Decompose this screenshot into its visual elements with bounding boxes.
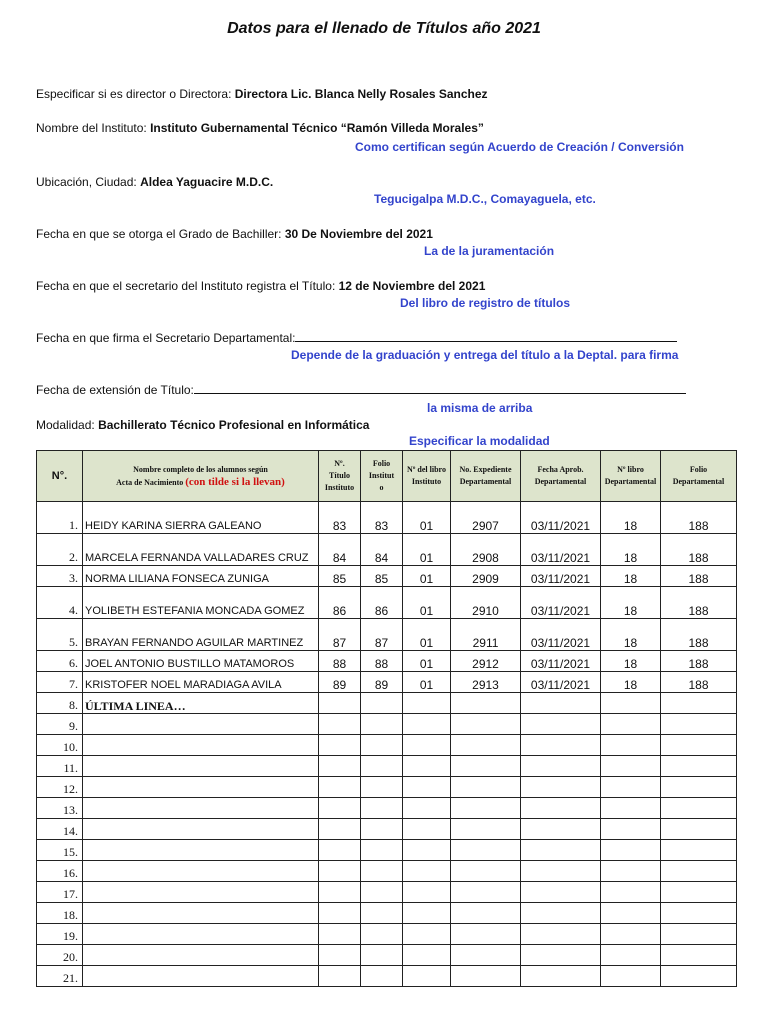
fecha-cell[interactable]: 03/11/2021 xyxy=(521,502,601,534)
folio-cell[interactable] xyxy=(361,840,403,861)
libro-dep-cell[interactable]: 18 xyxy=(601,534,661,566)
expediente-cell[interactable] xyxy=(451,819,521,840)
table-row xyxy=(37,672,737,693)
libro-cell[interactable]: 01 xyxy=(403,651,451,672)
folio-dep-cell[interactable] xyxy=(661,966,737,987)
titulo-cell[interactable]: 87 xyxy=(319,619,361,651)
director-value: Directora Lic. Blanca Nelly Rosales Sanchez xyxy=(234,87,488,101)
table-row xyxy=(37,693,737,714)
expediente-cell[interactable] xyxy=(451,966,521,987)
header-libro-dep-line1: Nº libro xyxy=(617,465,644,474)
libro-cell[interactable]: 01 xyxy=(403,619,451,651)
fecha-cell[interactable] xyxy=(521,903,601,924)
titulo-cell[interactable]: 84 xyxy=(319,534,361,566)
header-nombre-red: (con tilde si la llevan) xyxy=(185,475,285,488)
row-number: 7. xyxy=(37,672,83,693)
modalidad-hint: Especificar la modalidad xyxy=(409,434,550,448)
instituto-value: Instituto Gubernamental Técnico “Ramón Villeda Morales” xyxy=(150,121,484,135)
libro-cell[interactable] xyxy=(403,693,451,714)
header-folio-dep xyxy=(661,451,737,502)
row-number: 9. xyxy=(37,714,83,735)
expediente-cell[interactable] xyxy=(451,798,521,819)
libro-dep-cell[interactable] xyxy=(601,693,661,714)
expediente-cell[interactable] xyxy=(451,693,521,714)
titulo-cell[interactable] xyxy=(319,819,361,840)
fecha-grado-value: 30 De Noviembre del 2021 xyxy=(284,227,433,241)
expediente-cell[interactable]: 2911 xyxy=(451,619,521,651)
expediente-cell[interactable] xyxy=(451,714,521,735)
titulo-cell[interactable] xyxy=(319,945,361,966)
header-expediente-line2: Departamental xyxy=(459,477,512,486)
expediente-cell[interactable] xyxy=(451,777,521,798)
fecha-firma-label: Fecha en que firma el Secretario Departamental: xyxy=(36,331,296,345)
expediente-cell[interactable] xyxy=(451,882,521,903)
folio-cell[interactable] xyxy=(361,966,403,987)
expediente-cell[interactable] xyxy=(451,903,521,924)
titulo-cell[interactable]: 89 xyxy=(319,672,361,693)
folio-dep-cell[interactable] xyxy=(661,945,737,966)
fecha-cell[interactable] xyxy=(521,777,601,798)
fecha-cell[interactable] xyxy=(521,945,601,966)
titulo-cell[interactable] xyxy=(319,777,361,798)
student-name-cell[interactable] xyxy=(83,882,319,903)
fecha-extension-line xyxy=(36,383,686,397)
modalidad-value: Bachillerato Técnico Profesional en Informática xyxy=(98,418,370,432)
student-name-cell[interactable] xyxy=(83,861,319,882)
libro-dep-cell[interactable] xyxy=(601,945,661,966)
row-number: 12. xyxy=(37,777,83,798)
header-libro-dep-line2: Departamental xyxy=(604,477,657,486)
titulo-cell[interactable] xyxy=(319,840,361,861)
instituto-line xyxy=(36,121,484,135)
header-folio-dep-line2: Departamental xyxy=(672,477,725,486)
student-name-cell[interactable]: BRAYAN FERNANDO AGUILAR MARTINEZ xyxy=(83,619,319,651)
folio-dep-cell[interactable]: 188 xyxy=(661,566,737,587)
titulo-cell[interactable]: 88 xyxy=(319,651,361,672)
table-row xyxy=(37,945,737,966)
modalidad-line xyxy=(36,418,369,432)
student-name-cell[interactable] xyxy=(83,966,319,987)
folio-cell[interactable] xyxy=(361,819,403,840)
row-number: 5. xyxy=(37,619,83,651)
fecha-cell[interactable] xyxy=(521,756,601,777)
student-name-cell[interactable] xyxy=(83,756,319,777)
header-libro-dep xyxy=(601,451,661,502)
ubicacion-hint: Tegucigalpa M.D.C., Comayaguela, etc. xyxy=(374,192,596,206)
folio-dep-cell[interactable] xyxy=(661,735,737,756)
titulo-cell[interactable] xyxy=(319,735,361,756)
fecha-registro-line xyxy=(36,279,485,293)
header-expediente xyxy=(451,451,521,502)
table-row xyxy=(37,566,737,587)
row-number: 17. xyxy=(37,882,83,903)
folio-dep-cell[interactable]: 188 xyxy=(661,619,737,651)
table-row xyxy=(37,502,737,534)
header-fecha xyxy=(521,451,601,502)
titulo-cell[interactable] xyxy=(319,693,361,714)
row-number: 6. xyxy=(37,651,83,672)
header-titulo-line1: Nº. xyxy=(334,459,345,468)
table-row xyxy=(37,882,737,903)
folio-cell[interactable]: 85 xyxy=(361,566,403,587)
row-number: 3. xyxy=(37,566,83,587)
folio-cell[interactable]: 83 xyxy=(361,502,403,534)
student-name-cell[interactable] xyxy=(83,735,319,756)
folio-cell[interactable]: 89 xyxy=(361,672,403,693)
header-titulo-line2: Título xyxy=(329,471,350,480)
folio-cell[interactable] xyxy=(361,861,403,882)
fecha-firma-line xyxy=(36,331,677,345)
header-nombre-line2: Acta de Nacimiento xyxy=(116,477,184,487)
student-name-cell[interactable]: NORMA LILIANA FONSECA ZUNIGA xyxy=(83,566,319,587)
fecha-grado-hint: La de la juramentación xyxy=(424,244,555,258)
student-name-cell[interactable] xyxy=(83,945,319,966)
folio-cell[interactable] xyxy=(361,756,403,777)
fecha-cell[interactable]: 03/11/2021 xyxy=(521,534,601,566)
libro-cell[interactable]: 01 xyxy=(403,672,451,693)
row-number: 4. xyxy=(37,587,83,619)
student-name-cell[interactable]: ÚLTIMA LINEA… xyxy=(83,693,319,714)
libro-cell[interactable] xyxy=(403,819,451,840)
fecha-cell[interactable] xyxy=(521,819,601,840)
folio-cell[interactable] xyxy=(361,693,403,714)
titulo-cell[interactable] xyxy=(319,966,361,987)
modalidad-label: Modalidad: xyxy=(36,418,95,432)
titulo-cell[interactable] xyxy=(319,882,361,903)
fecha-registro-label: Fecha en que el secretario del Instituto registra el Título: xyxy=(36,279,336,293)
table-row xyxy=(37,587,737,619)
libro-dep-cell[interactable] xyxy=(601,924,661,945)
header-folio-line3: o xyxy=(379,483,384,492)
titulo-cell[interactable]: 83 xyxy=(319,502,361,534)
table-row xyxy=(37,861,737,882)
folio-cell[interactable] xyxy=(361,735,403,756)
titulo-cell[interactable] xyxy=(319,756,361,777)
folio-cell[interactable] xyxy=(361,798,403,819)
student-name-cell[interactable] xyxy=(83,798,319,819)
expediente-cell[interactable] xyxy=(451,735,521,756)
header-titulo xyxy=(319,451,361,502)
fecha-cell[interactable] xyxy=(521,693,601,714)
libro-dep-cell[interactable]: 18 xyxy=(601,587,661,619)
table-row xyxy=(37,651,737,672)
libro-dep-cell[interactable]: 18 xyxy=(601,672,661,693)
fecha-cell[interactable] xyxy=(521,882,601,903)
libro-cell[interactable]: 01 xyxy=(403,502,451,534)
expediente-cell[interactable]: 2909 xyxy=(451,566,521,587)
header-fecha-line1: Fecha Aprob. xyxy=(537,465,584,474)
student-name-cell[interactable]: JOEL ANTONIO BUSTILLO MATAMOROS xyxy=(83,651,319,672)
table-row xyxy=(37,798,737,819)
header-folio xyxy=(361,451,403,502)
libro-cell[interactable] xyxy=(403,861,451,882)
page-title: Datos para el llenado de Títulos año 2021 xyxy=(227,20,541,37)
libro-cell[interactable] xyxy=(403,714,451,735)
header-fecha-line2: Departamental xyxy=(534,477,587,486)
header-no: N°. xyxy=(37,451,83,502)
libro-cell[interactable] xyxy=(403,735,451,756)
folio-dep-cell[interactable] xyxy=(661,924,737,945)
table-header-row xyxy=(37,451,737,502)
row-number: 14. xyxy=(37,819,83,840)
student-name-cell[interactable]: MARCELA FERNANDA VALLADARES CRUZ xyxy=(83,534,319,566)
instituto-hint: Como certifican según Acuerdo de Creación / Conversión xyxy=(355,140,684,154)
fecha-cell[interactable] xyxy=(521,966,601,987)
folio-dep-cell[interactable] xyxy=(661,798,737,819)
libro-cell[interactable] xyxy=(403,777,451,798)
fecha-grado-label: Fecha en que se otorga el Grado de Bachiller: xyxy=(36,227,282,241)
fecha-cell[interactable]: 03/11/2021 xyxy=(521,566,601,587)
folio-dep-cell[interactable] xyxy=(661,840,737,861)
row-number: 18. xyxy=(37,903,83,924)
folio-cell[interactable]: 87 xyxy=(361,619,403,651)
fecha-registro-hint: Del libro de registro de títulos xyxy=(400,296,571,310)
libro-dep-cell[interactable]: 18 xyxy=(601,502,661,534)
folio-cell[interactable] xyxy=(361,777,403,798)
libro-dep-cell[interactable] xyxy=(601,840,661,861)
folio-cell[interactable] xyxy=(361,903,403,924)
fecha-cell[interactable] xyxy=(521,924,601,945)
expediente-cell[interactable] xyxy=(451,756,521,777)
libro-dep-cell[interactable]: 18 xyxy=(601,651,661,672)
libro-cell[interactable] xyxy=(403,945,451,966)
libro-cell[interactable] xyxy=(403,798,451,819)
ubicacion-line xyxy=(36,175,273,189)
expediente-cell[interactable]: 2910 xyxy=(451,587,521,619)
titulo-cell[interactable]: 85 xyxy=(319,566,361,587)
fecha-extension-hint: la misma de arriba xyxy=(427,401,533,415)
row-number: 8. xyxy=(37,693,83,714)
expediente-cell[interactable]: 2908 xyxy=(451,534,521,566)
libro-cell[interactable] xyxy=(403,882,451,903)
row-number: 1. xyxy=(37,502,83,534)
header-libro xyxy=(403,451,451,502)
row-number: 15. xyxy=(37,840,83,861)
table-row xyxy=(37,924,737,945)
header-nombre-line1: Nombre completo de los alumnos según xyxy=(133,464,268,474)
table-row xyxy=(37,619,737,651)
table-row xyxy=(37,777,737,798)
expediente-cell[interactable] xyxy=(451,861,521,882)
fecha-firma-blank[interactable] xyxy=(295,331,677,342)
table-body xyxy=(37,502,737,987)
student-name-cell[interactable] xyxy=(83,924,319,945)
libro-dep-cell[interactable] xyxy=(601,903,661,924)
table-row xyxy=(37,819,737,840)
libro-cell[interactable]: 01 xyxy=(403,566,451,587)
header-libro-line1: Nº del libro xyxy=(407,465,446,474)
expediente-cell[interactable] xyxy=(451,924,521,945)
fecha-cell[interactable] xyxy=(521,735,601,756)
folio-dep-cell[interactable] xyxy=(661,777,737,798)
row-number: 11. xyxy=(37,756,83,777)
student-name-cell[interactable] xyxy=(83,714,319,735)
student-name-cell[interactable] xyxy=(83,903,319,924)
titulo-cell[interactable] xyxy=(319,924,361,945)
fecha-registro-value: 12 de Noviembre del 2021 xyxy=(338,279,486,293)
libro-dep-cell[interactable] xyxy=(601,861,661,882)
titulo-cell[interactable] xyxy=(319,798,361,819)
libro-cell[interactable]: 01 xyxy=(403,534,451,566)
expediente-cell[interactable] xyxy=(451,945,521,966)
libro-dep-cell[interactable] xyxy=(601,756,661,777)
libro-cell[interactable] xyxy=(403,903,451,924)
titulo-cell[interactable] xyxy=(319,714,361,735)
folio-dep-cell[interactable]: 188 xyxy=(661,651,737,672)
fecha-cell[interactable] xyxy=(521,798,601,819)
libro-cell[interactable] xyxy=(403,840,451,861)
fecha-cell[interactable]: 03/11/2021 xyxy=(521,672,601,693)
folio-dep-cell[interactable] xyxy=(661,882,737,903)
fecha-cell[interactable] xyxy=(521,840,601,861)
header-folio-line2: Institut xyxy=(368,471,395,480)
folio-cell[interactable] xyxy=(361,924,403,945)
expediente-cell[interactable]: 2912 xyxy=(451,651,521,672)
folio-dep-cell[interactable] xyxy=(661,903,737,924)
libro-dep-cell[interactable] xyxy=(601,819,661,840)
header-folio-line1: Folio xyxy=(372,459,391,468)
director-line xyxy=(36,87,488,101)
row-number: 20. xyxy=(37,945,83,966)
libro-dep-cell[interactable] xyxy=(601,966,661,987)
folio-dep-cell[interactable]: 188 xyxy=(661,587,737,619)
expediente-cell[interactable] xyxy=(451,840,521,861)
row-number: 2. xyxy=(37,534,83,566)
fecha-extension-blank[interactable] xyxy=(194,383,686,394)
folio-cell[interactable]: 86 xyxy=(361,587,403,619)
header-folio-dep-line1: Folio xyxy=(689,465,708,474)
libro-dep-cell[interactable] xyxy=(601,735,661,756)
student-name-cell[interactable]: HEIDY KARINA SIERRA GALEANO xyxy=(83,502,319,534)
libro-cell[interactable] xyxy=(403,966,451,987)
table-row xyxy=(37,903,737,924)
table-row xyxy=(37,735,737,756)
folio-dep-cell[interactable]: 188 xyxy=(661,502,737,534)
fecha-cell[interactable]: 03/11/2021 xyxy=(521,651,601,672)
row-number: 10. xyxy=(37,735,83,756)
fecha-firma-hint: Depende de la graduación y entrega del título a la Deptal. para firma xyxy=(291,348,679,362)
row-number: 16. xyxy=(37,861,83,882)
row-number: 21. xyxy=(37,966,83,987)
folio-dep-cell[interactable] xyxy=(661,714,737,735)
header-nombre xyxy=(83,451,319,502)
fecha-cell[interactable]: 03/11/2021 xyxy=(521,619,601,651)
student-name-cell[interactable]: KRISTOFER NOEL MARADIAGA AVILA xyxy=(83,672,319,693)
folio-cell[interactable]: 88 xyxy=(361,651,403,672)
table-row xyxy=(37,534,737,566)
table-row xyxy=(37,840,737,861)
folio-cell[interactable] xyxy=(361,714,403,735)
student-name-cell[interactable]: YOLIBETH ESTEFANIA MONCADA GOMEZ xyxy=(83,587,319,619)
header-titulo-line3: Instituto xyxy=(324,483,355,492)
student-name-cell[interactable] xyxy=(83,777,319,798)
ubicacion-value: Aldea Yaguacire M.D.C. xyxy=(140,175,274,189)
titulo-cell[interactable] xyxy=(319,903,361,924)
folio-dep-cell[interactable] xyxy=(661,756,737,777)
folio-cell[interactable] xyxy=(361,882,403,903)
table-row xyxy=(37,966,737,987)
header-libro-line2: Instituto xyxy=(411,477,442,486)
libro-dep-cell[interactable]: 18 xyxy=(601,566,661,587)
folio-dep-cell[interactable]: 188 xyxy=(661,672,737,693)
folio-cell[interactable]: 84 xyxy=(361,534,403,566)
header-expediente-line1: No. Expediente xyxy=(459,465,512,474)
instituto-label: Nombre del Instituto: xyxy=(36,121,147,135)
table-row xyxy=(37,756,737,777)
row-number: 19. xyxy=(37,924,83,945)
libro-cell[interactable]: 01 xyxy=(403,587,451,619)
fecha-cell[interactable]: 03/11/2021 xyxy=(521,587,601,619)
folio-dep-cell[interactable] xyxy=(661,861,737,882)
director-label: Especificar si es director o Directora: xyxy=(36,87,232,101)
folio-dep-cell[interactable] xyxy=(661,819,737,840)
row-number: 13. xyxy=(37,798,83,819)
titulo-cell[interactable] xyxy=(319,861,361,882)
student-name-cell[interactable] xyxy=(83,840,319,861)
libro-cell[interactable] xyxy=(403,924,451,945)
libro-dep-cell[interactable] xyxy=(601,714,661,735)
fecha-cell[interactable] xyxy=(521,861,601,882)
ubicacion-label: Ubicación, Ciudad: xyxy=(36,175,137,189)
students-table xyxy=(36,450,737,987)
folio-cell[interactable] xyxy=(361,945,403,966)
titulo-cell[interactable]: 86 xyxy=(319,587,361,619)
expediente-cell[interactable]: 2907 xyxy=(451,502,521,534)
libro-dep-cell[interactable]: 18 xyxy=(601,619,661,651)
fecha-cell[interactable] xyxy=(521,714,601,735)
folio-dep-cell[interactable] xyxy=(661,693,737,714)
table-row xyxy=(37,714,737,735)
libro-dep-cell[interactable] xyxy=(601,882,661,903)
student-name-cell[interactable] xyxy=(83,819,319,840)
folio-dep-cell[interactable]: 188 xyxy=(661,534,737,566)
libro-dep-cell[interactable] xyxy=(601,777,661,798)
fecha-extension-label: Fecha de extensión de Título: xyxy=(36,383,194,397)
fecha-grado-line xyxy=(36,227,433,241)
libro-dep-cell[interactable] xyxy=(601,798,661,819)
expediente-cell[interactable]: 2913 xyxy=(451,672,521,693)
libro-cell[interactable] xyxy=(403,756,451,777)
